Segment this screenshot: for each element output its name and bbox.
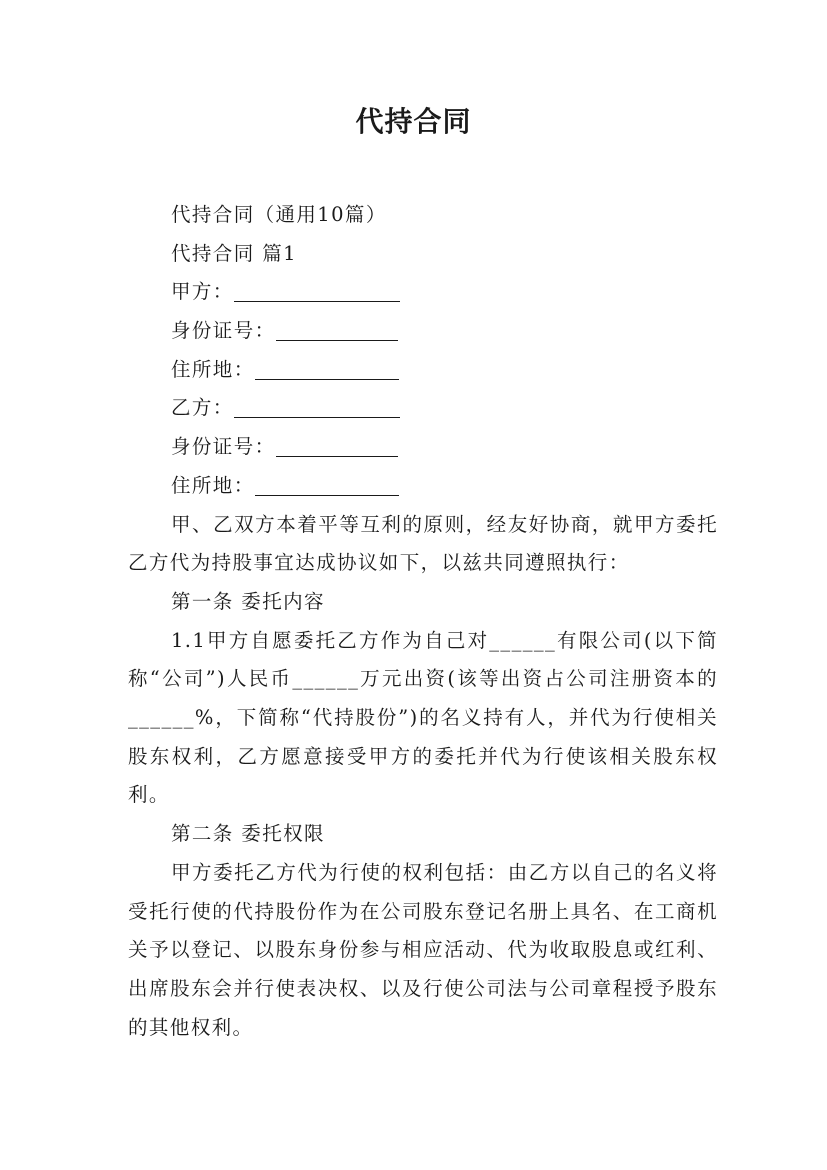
party-a-address-row	[128, 351, 718, 390]
party-b-label: 乙方：	[171, 396, 234, 420]
party-a-id-label: 身份证号：	[171, 319, 276, 343]
document-subtitle: 代持合同（通用10篇）	[171, 203, 387, 226]
section-title: 代持合同 篇1	[171, 241, 297, 265]
party-a-label: 甲方：	[171, 280, 234, 304]
party-b-id-label: 身份证号：	[171, 435, 276, 459]
party-a-address-blank	[255, 355, 399, 380]
article2-title: 第二条 委托权限	[171, 822, 325, 846]
party-a-row	[128, 273, 718, 312]
party-b-row	[128, 389, 718, 428]
intro-paragraph: 甲、乙双方本着平等互利的原则，经友好协商，就甲方委托乙方代为持股事宜达成协议如下，以兹共同遵照执行：	[128, 512, 718, 575]
document-body	[128, 196, 718, 1047]
party-b-blank	[234, 393, 400, 418]
article1-title: 第一条 委托内容	[171, 589, 325, 613]
party-b-id-blank	[276, 432, 398, 457]
article2-paragraph: 甲方委托乙方代为行使的权利包括：由乙方以自己的名义将受托行使的代持股份作为在公司股东登记名册上具名、在工商机关予以登记、以股东身份参与相应活动、代为收取股息或红利、出席股东会并行使表决权、以及行使公司法与公司章程授予股东的其他权利。	[128, 860, 718, 1039]
party-a-address-label: 住所地：	[171, 357, 255, 381]
party-b-address-label: 住所地：	[171, 473, 255, 497]
document-title: 代持合同	[355, 105, 472, 138]
party-b-id-row	[128, 428, 718, 467]
party-b-address-row	[128, 467, 718, 506]
party-a-id-blank	[276, 316, 398, 341]
article1-paragraph: 1.1甲方自愿委托乙方作为自己对______有限公司(以下简称“公司”)人民币______万元出资(该等出资占公司注册资本的______%，下简称“代持股份”)的名义持有人，并代为行使相关股东权利，乙方愿意接受甲方的委托并代为行使该相关股东权利。	[128, 628, 718, 807]
party-b-address-blank	[255, 471, 399, 496]
party-a-blank	[234, 277, 400, 302]
party-a-id-row	[128, 312, 718, 351]
